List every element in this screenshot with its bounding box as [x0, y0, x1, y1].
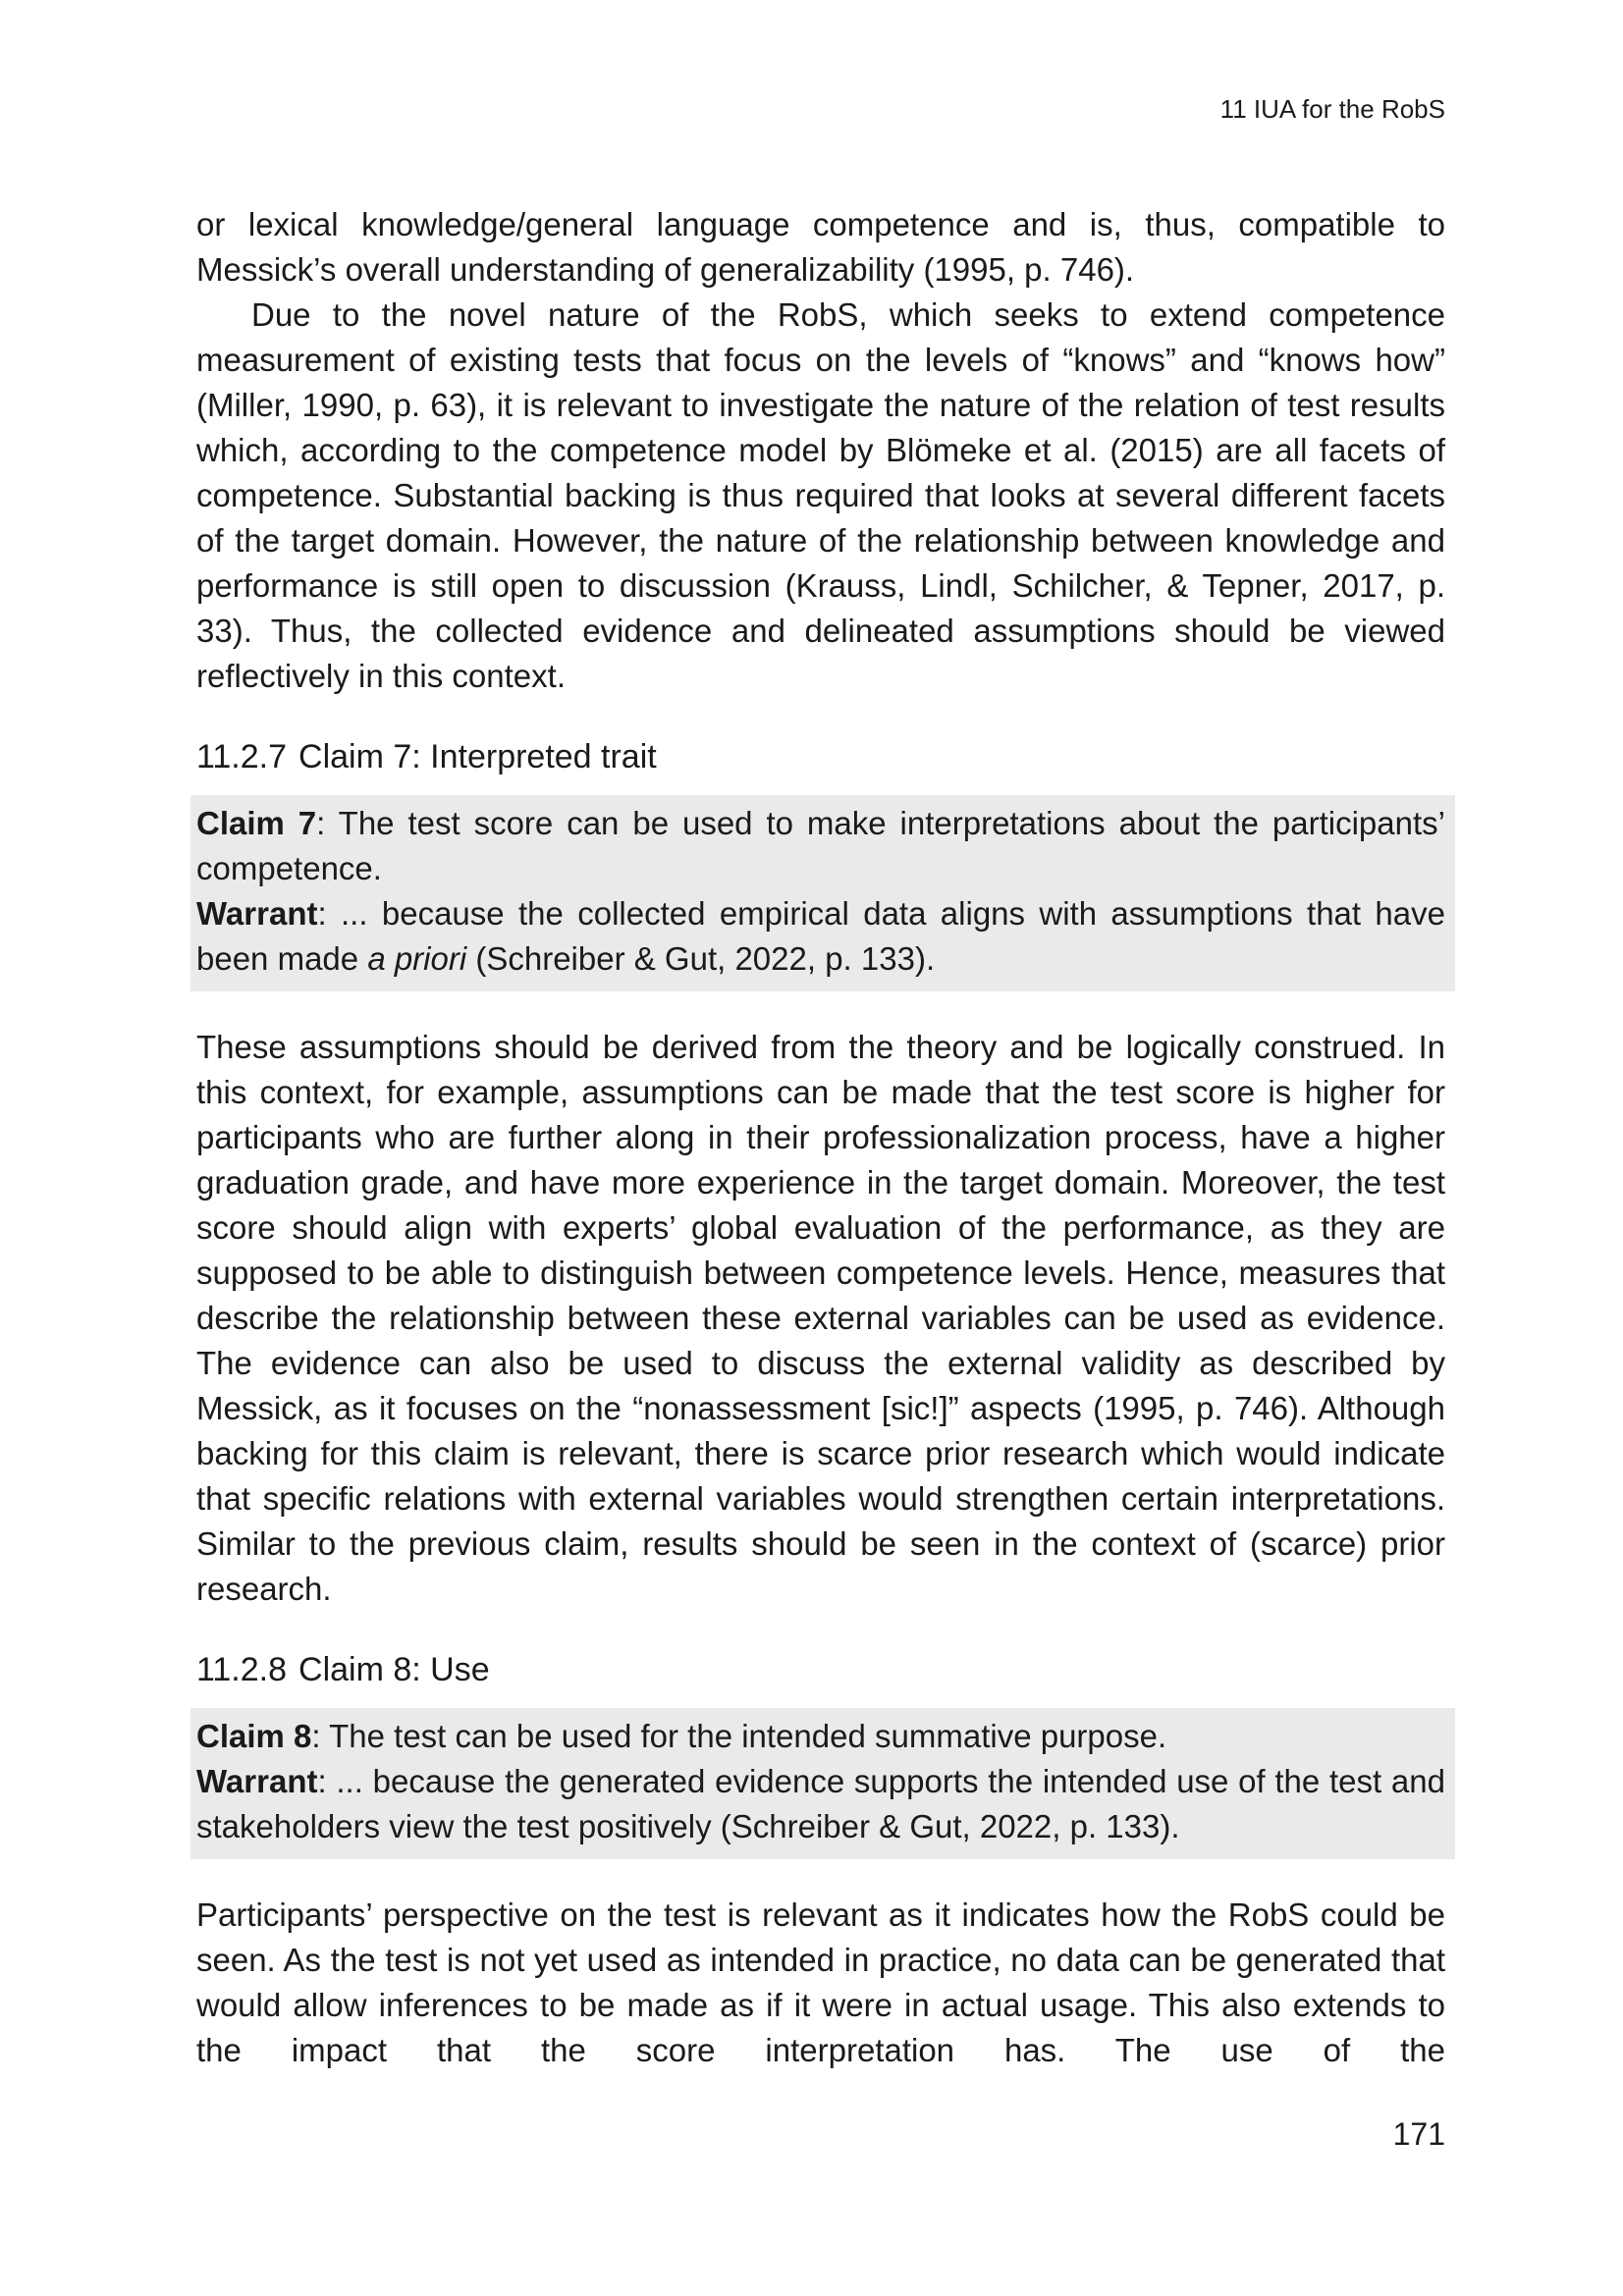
spacer — [196, 991, 1445, 1025]
claim-box-7 — [190, 795, 1455, 991]
section-number: 11.2.7 — [196, 738, 288, 775]
page-number: 171 — [1392, 2116, 1445, 2152]
warrant-text: (Schreiber & Gut, 2022, p. 133). — [466, 940, 936, 977]
section-title: Claim 7: Interpreted trait — [298, 738, 657, 775]
warrant-statement — [196, 1759, 1445, 1849]
section-number: 11.2.8 — [196, 1651, 288, 1688]
warrant-italic: a priori — [367, 940, 467, 977]
page-content — [196, 202, 1445, 2073]
running-header: 11 IUA for the RobS — [1219, 94, 1445, 124]
warrant-text: : ... because the generated evidence supports the intended use of the test and stakeholders view the test positively (Schreiber & Gut, 2022, p. 133). — [196, 1763, 1445, 1844]
section-heading-11-2-8 — [196, 1647, 1445, 1692]
claim-label: Claim 7 — [196, 805, 317, 841]
paragraph: or lexical knowledge/general language competence and is, thus, compatible to Messick’s overall understanding of generalizability (1995, p. 746). — [196, 206, 1445, 288]
section-title: Claim 8: Use — [298, 1651, 490, 1688]
warrant-text: : ... because the collected empirical data aligns with assumptions that have been made — [196, 895, 1445, 977]
paragraph: These assumptions should be derived from the theory and be logically construed. In this context, for example, assumptions can be made that the test score is higher for participants who are further along in their professionalization process, have a higher graduation grade, and have more experience in the target domain. Moreover, the test score should align with experts’ global evaluation of the performance, as they are supposed to be able to distinguish between competence levels. Hence, measures that describe the relationship between these external variables can be used as evidence. The evidence can also be used to discuss the external validity as described by Messick, as it focuses on the “nonassessment [sic!]” aspects (1995, p. 746). Although backing for this claim is relevant, there is scarce prior research which would indicate that specific relations with external variables would strengthen certain interpretations. Similar to the previous claim, results should be seen in the context of (scarce) prior research. — [196, 1029, 1445, 1607]
claim-label: Claim 8 — [196, 1718, 312, 1754]
claim-box-8 — [190, 1708, 1455, 1859]
paragraph: Due to the novel nature of the RobS, which seeks to extend competence measurement of existing tests that focus on the levels of “knows” and “knows how” (Miller, 1990, p. 63), it is relevant to investigate the nature of the relation of test results which, according to the competence model by Blömeke et al. (2015) are all facets of competence. Substantial backing is thus required that looks at several different facets of the target domain. However, the nature of the relationship between knowledge and performance is still open to discussion (Krauss, Lindl, Schilcher, & Tepner, 2017, p. 33). Thus, the collected evidence and delineated assumptions should be viewed reflectively in this context. — [196, 296, 1445, 694]
warrant-label: Warrant — [196, 895, 318, 932]
claim-statement — [196, 1714, 1445, 1759]
paragraph: Participants’ perspective on the test is relevant as it indicates how the RobS could be seen. As the test is not yet used as intended in practice, no data can be generated that would allow inferences to be made as if it were in actual usage. This also extends to the impact that the score interpretation has. The use of the — [196, 1896, 1445, 2068]
spacer — [196, 1859, 1445, 1893]
claim-text: : The test score can be used to make interpretations about the participants’ competence. — [196, 805, 1445, 886]
section-heading-11-2-7 — [196, 734, 1445, 779]
warrant-statement — [196, 891, 1445, 982]
warrant-label: Warrant — [196, 1763, 318, 1799]
claim-text: : The test can be used for the intended summative purpose. — [311, 1718, 1167, 1754]
claim-statement — [196, 801, 1445, 891]
